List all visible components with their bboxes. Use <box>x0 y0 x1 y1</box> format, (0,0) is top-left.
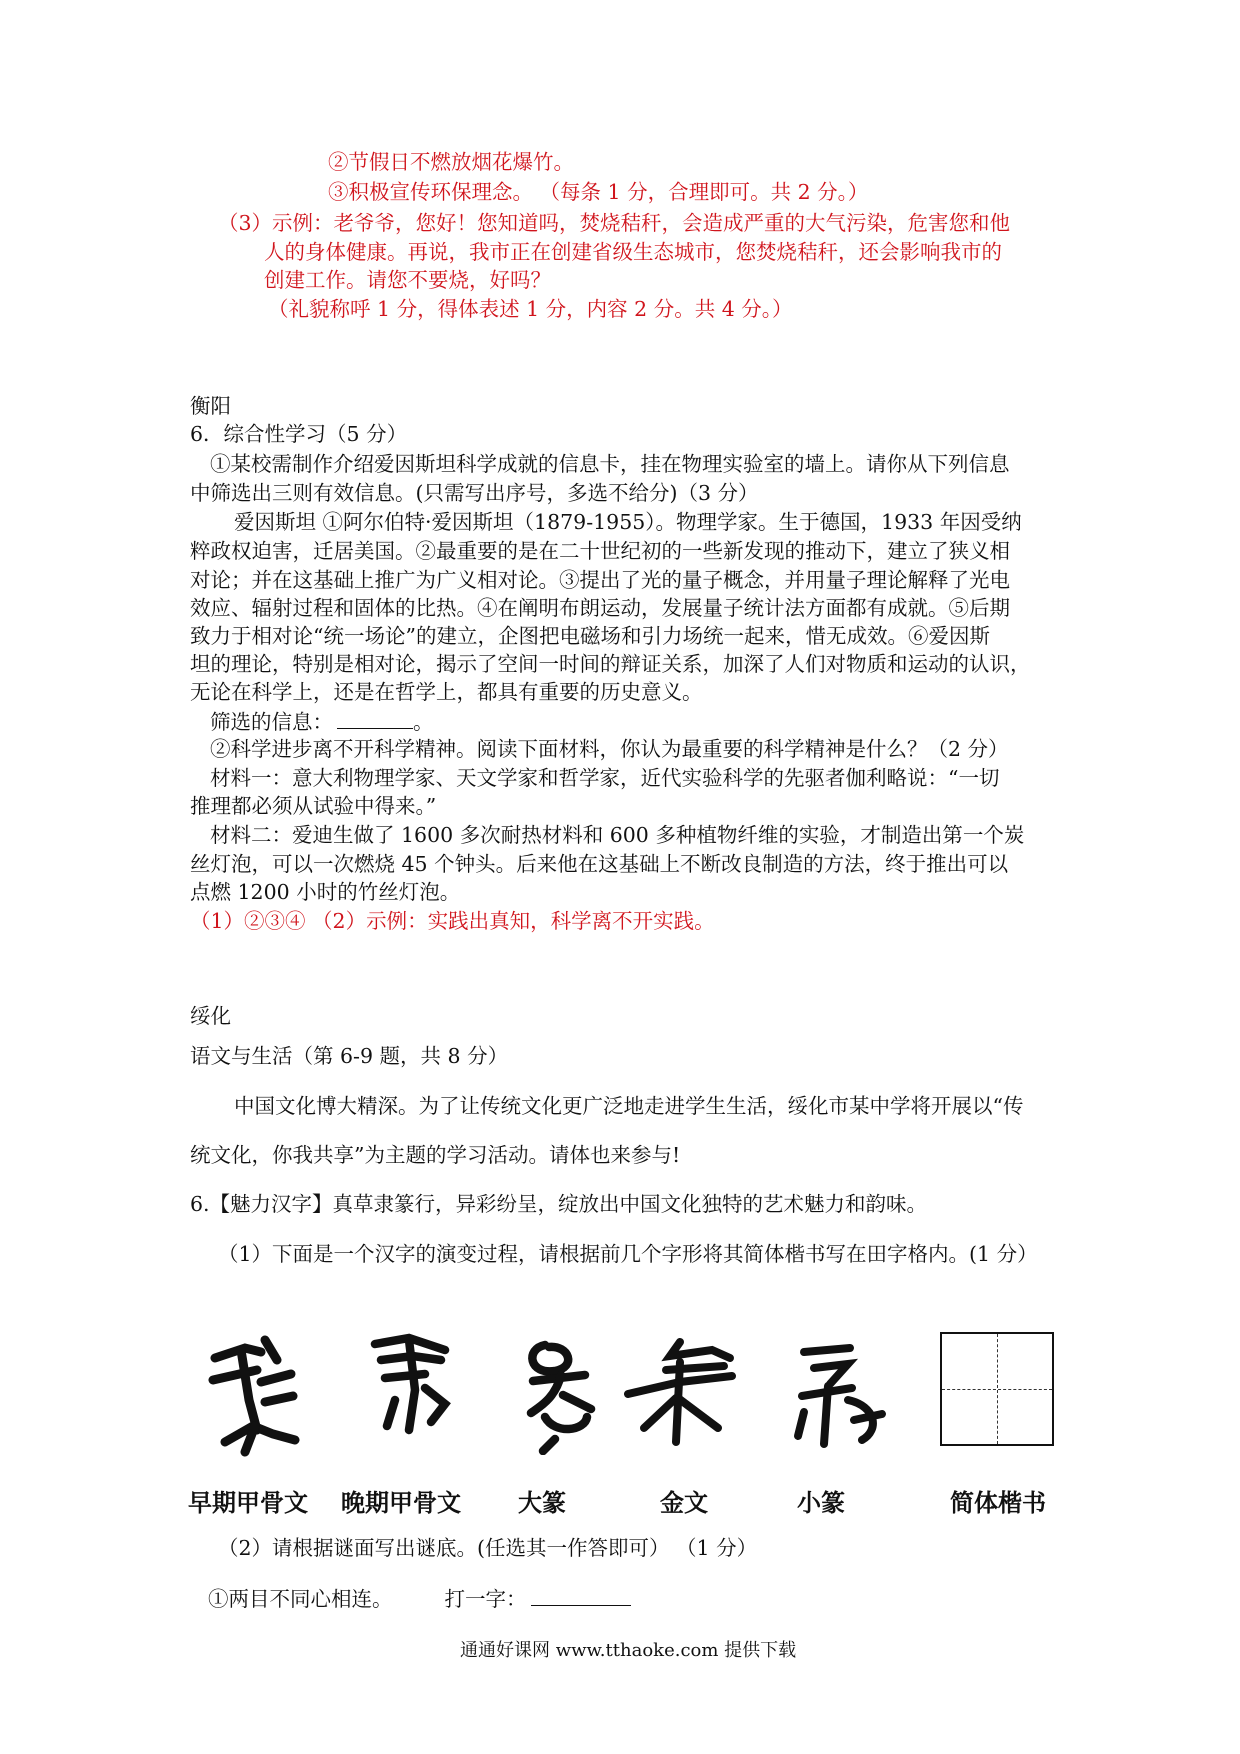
caption-late-oracle: 晚期甲骨文 <box>341 1489 461 1517</box>
region-heading: 衡阳 <box>190 394 231 418</box>
large-seal-glyph-image <box>515 1335 605 1455</box>
answer-line: 创建工作。请您不要烧，好吗？ <box>264 268 551 292</box>
page-footer: 通通好课网 www.tthaoke.com 提供下载 <box>460 1640 797 1661</box>
text-line: 效应、辐射过程和固体的比热。④在阐明布朗运动，发展量子统计法方面都有成就。⑤后期 <box>190 596 1010 620</box>
region-heading: 绥化 <box>190 1004 231 1028</box>
text-line: （1）下面是一个汉字的演变过程，请根据前几个字形将其简体楷书写在田字格内。(1 分） <box>218 1242 1038 1266</box>
text-line: 粹政权迫害，迁居美国。②最重要的是在二十世纪初的一些新发现的推动下，建立了狭义相 <box>190 539 1010 563</box>
text-line: ②科学进步离不开科学精神。阅读下面材料，你认为最重要的科学精神是什么？（2 分） <box>210 737 1009 761</box>
text-line: 爱因斯坦 ①阿尔伯特·爱因斯坦（1879-1955）。物理学家。生于德国，1933 年因受纳 <box>234 510 1022 534</box>
filter-label: 筛选的信息： <box>210 710 333 734</box>
answer-line: （礼貌称呼 1 分，得体表述 1 分，内容 2 分。共 4 分。） <box>268 297 793 321</box>
text-line: 材料二：爱迪生做了 1600 多次耐热材料和 600 多种植物纤维的实验，才制造出第一个炭 <box>210 823 1025 847</box>
riddle-line <box>208 1583 631 1613</box>
tian-zi-grid[interactable] <box>940 1332 1054 1446</box>
late-oracle-glyph-image <box>365 1330 455 1450</box>
answer-line: （3）示例：老爷爷，您好！您知道吗，焚烧秸秆，会造成严重的大气污染，危害您和他 <box>218 211 1011 235</box>
text-line: 无论在科学上，还是在哲学上，都具有重要的历史意义。 <box>190 680 703 704</box>
question-title: 6.【魅力汉字】真草隶篆行，异彩纷呈，绽放出中国文化独特的艺术魅力和韵味。 <box>190 1192 928 1216</box>
answer-line: ②节假日不燃放烟花爆竹。 <box>328 150 574 174</box>
riddle-text: ①两目不同心相连。 <box>208 1587 393 1611</box>
answer-line: ③积极宣传环保理念。 （每条 1 分，合理即可。共 2 分。） <box>328 180 869 204</box>
riddle-hint: 打一字： <box>444 1587 527 1611</box>
answer-line: 人的身体健康。再说，我市正在创建省级生态城市，您焚烧秸秆，还会影响我市的 <box>264 240 1002 264</box>
filter-end: 。 <box>413 710 434 734</box>
answer-line: （1）②③④ （2）示例：实践出真知，科学离不开实践。 <box>190 909 715 933</box>
answer-blank[interactable] <box>531 1583 631 1606</box>
early-oracle-glyph-image <box>205 1330 305 1460</box>
text-line: 中筛选出三则有效信息。(只需写出序号，多选不给分)（3 分） <box>190 481 759 505</box>
caption-small-seal: 小篆 <box>797 1489 845 1517</box>
text-line: 丝灯泡，可以一次燃烧 45 个钟头。后来他在这基础上不断改良制造的方法，终于推出可以 <box>190 852 1009 876</box>
text-line: 统文化，你我共享”为主题的学习活动。请体也来参与! <box>190 1143 681 1167</box>
answer-blank[interactable] <box>337 706 413 729</box>
text-line: ①某校需制作介绍爱因斯坦科学成就的信息卡，挂在物理实验室的墙上。请你从下列信息 <box>210 452 1010 476</box>
text-line: 坦的理论，特别是相对论，揭示了空间一时间的辩证关系，加深了人们对物质和运动的认识， <box>190 652 1031 676</box>
text-line: 材料一：意大利物理学家、天文学家和哲学家，近代实验科学的先驱者伽利略说：“一切 <box>210 766 1000 790</box>
small-seal-glyph-image <box>790 1340 890 1455</box>
text-line: 致力于相对论“统一场论”的建立，企图把电磁场和引力场统一起来，惜无成效。⑥爱因斯 <box>190 624 990 648</box>
text-line: （2）请根据谜面写出谜底。(任选其一作答即可） （1 分） <box>218 1536 758 1560</box>
caption-standard-script: 简体楷书 <box>950 1489 1046 1517</box>
text-line: 中国文化博大精深。为了让传统文化更广泛地走进学生生活，绥化市某中学将开展以“传 <box>234 1094 1024 1118</box>
caption-early-oracle: 早期甲骨文 <box>188 1489 308 1517</box>
caption-large-seal: 大篆 <box>518 1489 566 1517</box>
bronze-script-glyph-image <box>620 1332 740 1452</box>
text-line: 点燃 1200 小时的竹丝灯泡。 <box>190 880 461 904</box>
text-line: 对论；并在这基础上推广为广义相对论。③提出了光的量子概念，并用量子理论解释了光电 <box>190 568 1010 592</box>
question-title: 6．综合性学习（5 分） <box>190 422 408 446</box>
section-title: 语文与生活（第 6-9 题，共 8 分） <box>190 1044 509 1068</box>
text-line: 推理都必须从试验中得来。” <box>190 794 437 818</box>
caption-bronze-script: 金文 <box>660 1489 708 1517</box>
filter-line <box>210 706 434 736</box>
